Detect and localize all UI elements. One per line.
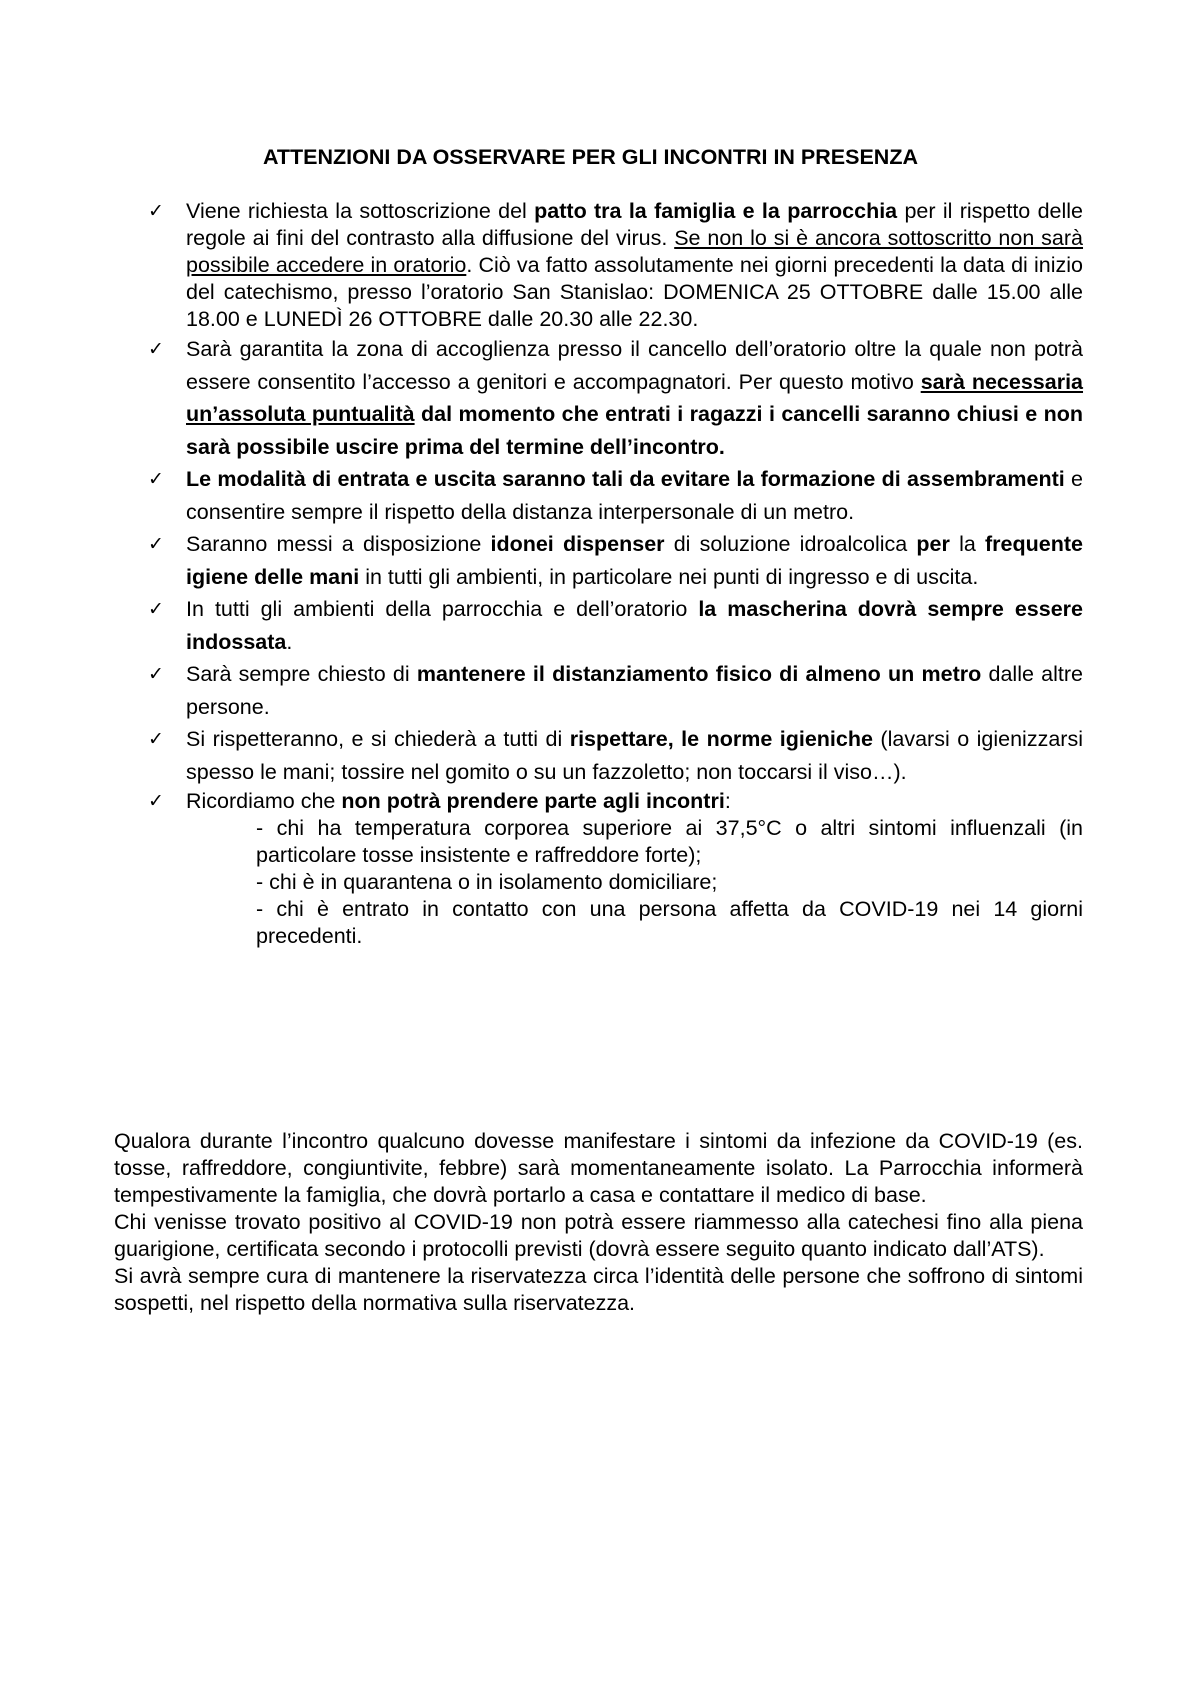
check-mark-icon: ✓ [148,468,164,490]
checklist-item-dispenser [148,528,1083,593]
checklist-item-norme-igieniche [148,723,1083,788]
sub-list-item: - chi ha temperatura corporea superiore ai 37,5°C o altri sintomi influenzali (in particolare tosse insistente e raffreddore forte); [256,816,1083,867]
checklist-item-entrata-uscita [148,463,1083,528]
check-mark-icon: ✓ [148,728,164,750]
checklist-item-esclusioni [148,788,1083,950]
item-text: Si rispetteranno, e si chiederà a tutti di rispettare, le norme igieniche (lavarsi o igienizzarsi spesso le mani; tossire nel gomito o su un fazzoletto; non toccarsi il viso…). [186,727,1083,784]
paragraph-isolamento: Qualora durante l’incontro qualcuno dovesse manifestare i sintomi da infezione da COVID-19 (es. tosse, raffreddore, congiuntivite, febbre) sarà momentaneamente isolato. La Parrocchia informerà tempestivamente la famiglia, che dovrà portarlo a casa e contattare il medico di base. [114,1129,1083,1207]
check-mark-icon: ✓ [148,533,164,555]
checklist [148,198,1083,950]
item-text: Sarà sempre chiesto di mantenere il distanziamento fisico di almeno un metro dalle altre persone. [186,662,1083,719]
paragraph-positivo: Chi venisse trovato positivo al COVID-19 non potrà essere riammesso alla catechesi fino alla piena guarigione, certificata secondo i protocolli previsti (dovrà essere seguito quanto indicato dall’ATS). [114,1210,1083,1261]
checklist-item-accoglienza [148,333,1083,463]
sub-list-item: - chi è entrato in contatto con una persona affetta da COVID-19 nei 14 giorni precedenti. [256,897,1083,948]
check-mark-icon: ✓ [148,338,164,360]
item-text: Sarà garantita la zona di accoglienza presso il cancello dell’oratorio oltre la quale non potrà essere consentito l’accesso a genitori e accompagnatori. Per questo motivo sarà necessaria un’assoluta puntualità dal momento che entrati i ragazzi i cancelli saranno chiusi e non sarà possibile uscire prima del termine dell’incontro. [186,337,1084,459]
checklist-item-mascherina [148,593,1083,658]
item-text: In tutti gli ambienti della parrocchia e dell’oratorio la mascherina dovrà sempre essere indossata. [186,597,1083,654]
sub-list [186,815,1083,950]
sub-list-item: - chi è in quarantena o in isolamento domiciliare; [256,870,718,894]
closing-paragraphs [114,1128,1083,1317]
check-mark-icon: ✓ [148,790,164,812]
check-mark-icon: ✓ [148,200,164,222]
item-text: Viene richiesta la sottoscrizione del patto tra la famiglia e la parrocchia per il rispetto delle regole ai fini del contrasto alla diffusione del virus. Se non lo si è ancora sottoscritto non sarà possibile accedere in oratorio. Ciò va fatto assolutamente nei giorni precedenti la data di inizio del catechismo, presso l’oratorio San Stanislao: DOMENICA 25 OTTOBRE dalle 15.00 alle 18.00 e LUNEDÌ 26 OTTOBRE dalle 20.30 alle 22.30. [186,199,1084,331]
check-mark-icon: ✓ [148,663,164,685]
checklist-item-distanziamento [148,658,1083,723]
paragraph-riservatezza: Si avrà sempre cura di mantenere la riservatezza circa l’identità delle persone che soffrono di sintomi sospetti, nel rispetto della normativa sulla riservatezza. [114,1264,1083,1315]
item-text: Ricordiamo che non potrà prendere parte agli incontri: [186,789,731,813]
document-title: ATTENZIONI DA OSSERVARE PER GLI INCONTRI IN PRESENZA [262,145,918,169]
item-text: Saranno messi a disposizione idonei dispenser di soluzione idroalcolica per la frequente igiene delle mani in tutti gli ambienti, in particolare nei punti di ingresso e di uscita. [186,532,1083,589]
checklist-item-patto [148,198,1083,333]
item-text: Le modalità di entrata e uscita saranno tali da evitare la formazione di assembramenti e consentire sempre il rispetto della distanza interpersonale di un metro. [186,467,1083,524]
check-mark-icon: ✓ [148,598,164,620]
